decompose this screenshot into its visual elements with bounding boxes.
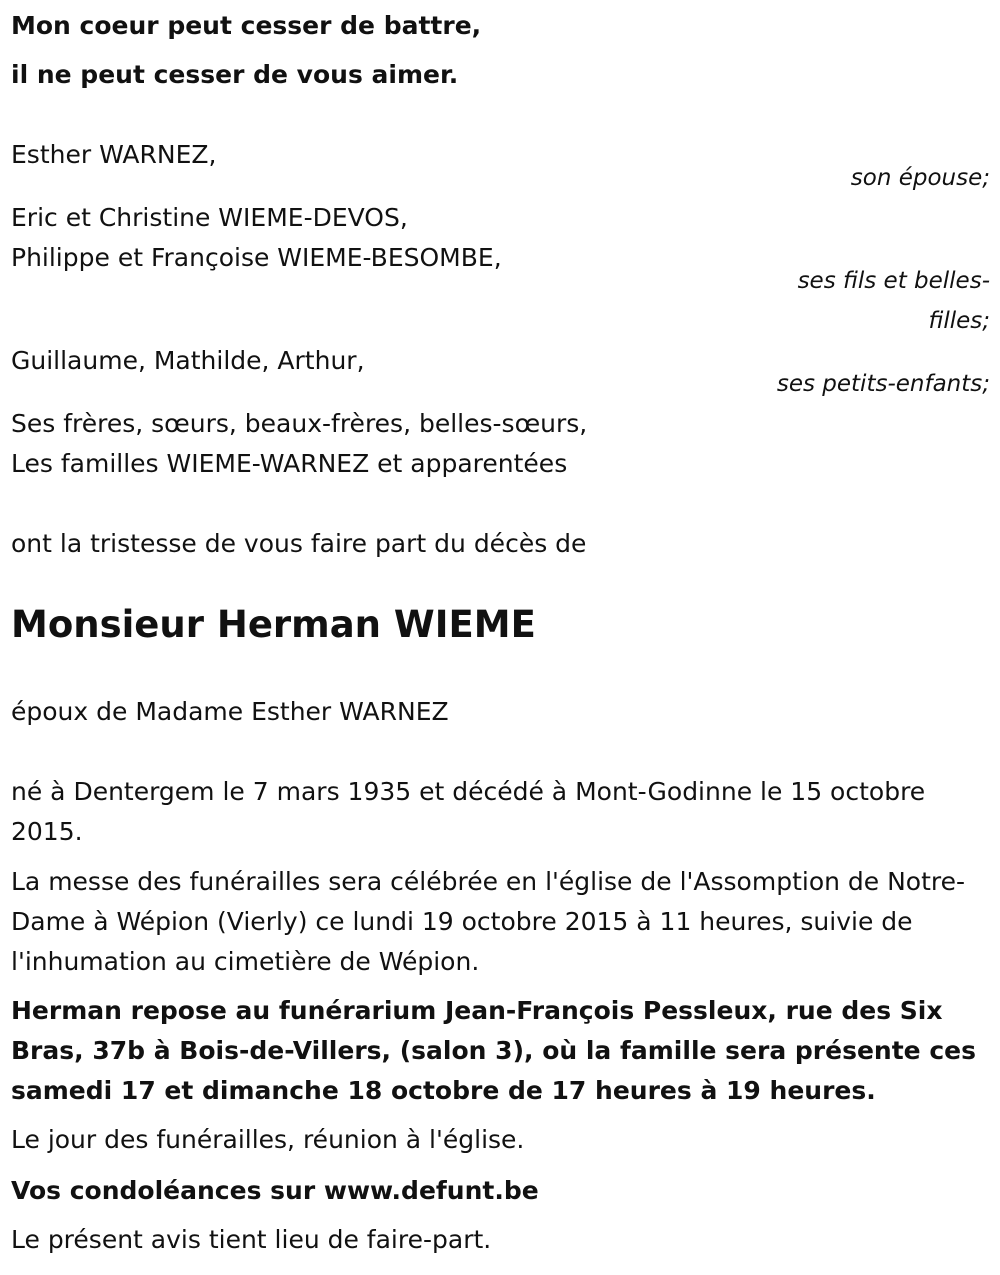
spouse-of-line: époux de Madame Esther WARNEZ (11, 697, 449, 726)
announcement-line: ont la tristesse de vous faire part du décès de (11, 529, 587, 558)
epigraph-line-2: il ne peut cesser de vous aimer. (11, 60, 459, 89)
condolences-line: Vos condoléances sur www.defunt.be (11, 1176, 539, 1205)
sons-line-1: Eric et Christine WIEME-DEVOS, (11, 203, 408, 232)
funeral-mass-paragraph: La messe des funérailles sera célébrée en l'église de l'Assomption de Notre-Dame à Wépion (Vierly) ce lundi 19 octobre 2015 à 11 heures, suivie de l'inhumation au cimetière de Wépion. (11, 867, 966, 976)
grandchildren-names: Guillaume, Mathilde, Arthur, (11, 346, 365, 375)
sons-role-line-2: filles; (928, 308, 990, 334)
sons-role-line-1: ses fils et belles- (797, 268, 990, 294)
families-line: Les familles WIEME-WARNEZ et apparentées (11, 449, 568, 478)
meeting-line: Le jour des funérailles, réunion à l'église. (11, 1125, 525, 1154)
sons-line-2: Philippe et Françoise WIEME-BESOMBE, (11, 243, 502, 272)
deceased-name: Monsieur Herman WIEME (11, 603, 536, 646)
spouse-name: Esther WARNEZ, (11, 140, 217, 169)
spouse-role: son épouse; (850, 165, 990, 191)
notice-line: Le présent avis tient lieu de faire-part. (11, 1225, 492, 1254)
birth-death-paragraph: né à Dentergem le 7 mars 1935 et décédé à Mont-Godinne le 15 octobre 2015. (11, 777, 926, 846)
epigraph-line-1: Mon coeur peut cesser de battre, (11, 11, 482, 40)
visitation-paragraph: Herman repose au funérarium Jean-François Pessleux, rue des Six Bras, 37b à Bois-de-Villers, (salon 3), où la famille sera présente ces samedi 17 et dimanche 18 octobre de 17 heures à 19 heures. (11, 996, 976, 1105)
grandchildren-role: ses petits-enfants; (776, 371, 990, 397)
siblings-line: Ses frères, sœurs, beaux-frères, belles-sœurs, (11, 409, 588, 438)
